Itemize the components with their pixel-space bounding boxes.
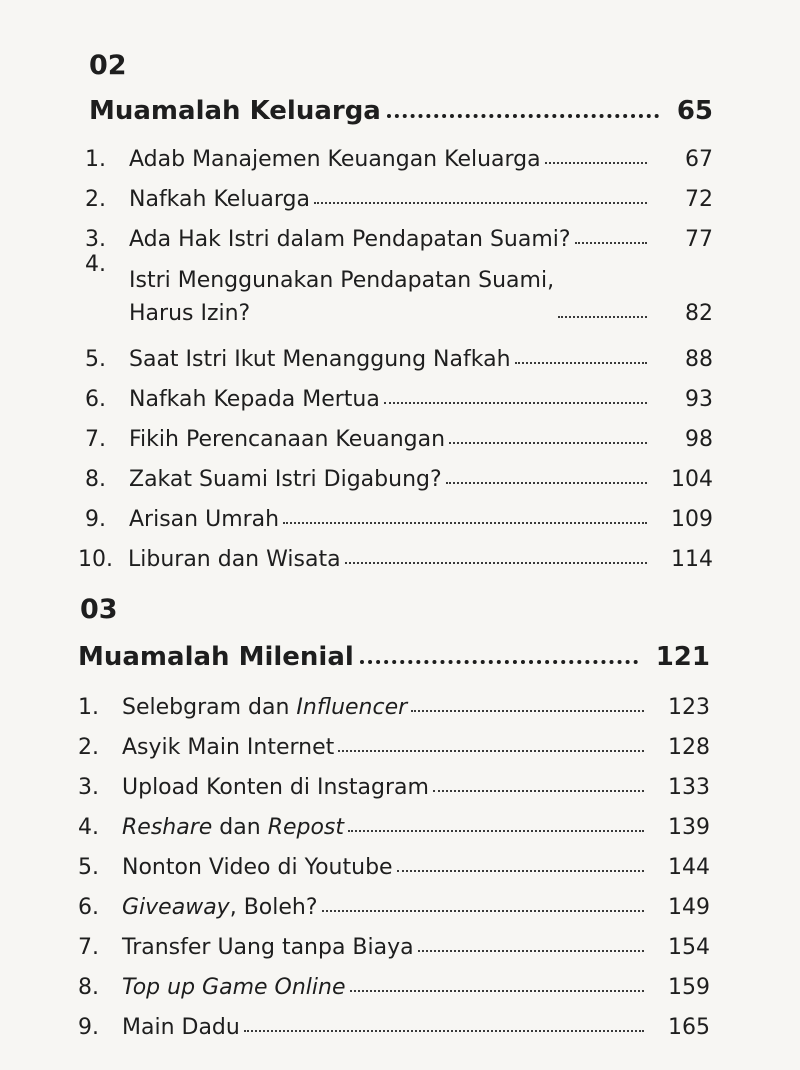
entry-number: 4. bbox=[78, 815, 99, 840]
entry-number: 5. bbox=[78, 855, 99, 880]
entry-title-block bbox=[129, 268, 554, 326]
entry-number: 4. bbox=[85, 252, 106, 277]
entry-number: 6. bbox=[78, 895, 99, 920]
entry-title-italic: Influencer bbox=[296, 695, 408, 720]
entry-title-italic: Reshare bbox=[122, 815, 213, 840]
entry-page-number: 149 bbox=[668, 895, 710, 920]
entry-number: 3. bbox=[85, 227, 106, 252]
dot-leader bbox=[545, 162, 647, 164]
entry-number: 2. bbox=[85, 187, 106, 212]
list-item[interactable] bbox=[78, 680, 710, 720]
entry-number: 8. bbox=[78, 975, 99, 1000]
list-item[interactable] bbox=[85, 492, 713, 532]
entry-number: 1. bbox=[85, 147, 106, 172]
dot-leader bbox=[575, 242, 647, 244]
entry-title: Fikih Perencanaan Keuangan bbox=[129, 427, 446, 452]
entry-page-number: 77 bbox=[685, 227, 713, 252]
entry-page-number: 123 bbox=[668, 695, 710, 720]
entry-number: 7. bbox=[85, 427, 106, 452]
list-item[interactable] bbox=[78, 1000, 710, 1040]
dot-leader bbox=[397, 870, 644, 872]
list-item[interactable] bbox=[78, 880, 710, 920]
entry-title: Nafkah Keluarga bbox=[129, 187, 310, 212]
entry-page-number: 67 bbox=[685, 147, 713, 172]
entry-number: 1. bbox=[78, 695, 99, 720]
list-item[interactable] bbox=[78, 840, 710, 880]
entry-page-number: 144 bbox=[668, 855, 710, 880]
entry-number: 10. bbox=[78, 547, 113, 572]
dot-leader bbox=[433, 790, 644, 792]
dot-leader bbox=[350, 990, 645, 992]
chapter-title-row[interactable] bbox=[78, 634, 710, 672]
list-item[interactable] bbox=[78, 720, 710, 760]
entry-title: Liburan dan Wisata bbox=[128, 547, 341, 572]
entry-page-number: 114 bbox=[671, 547, 713, 572]
entry-title: Arisan Umrah bbox=[129, 507, 280, 532]
list-item[interactable] bbox=[85, 172, 713, 212]
dot-leader bbox=[387, 114, 659, 118]
dot-leader bbox=[449, 442, 647, 444]
dot-leader bbox=[338, 750, 644, 752]
entry-number: 5. bbox=[85, 347, 106, 372]
entry-page-number: 165 bbox=[668, 1015, 710, 1040]
entry-title: Zakat Suami Istri Digabung? bbox=[129, 467, 442, 492]
dot-leader bbox=[411, 710, 644, 712]
entry-page-number: 139 bbox=[668, 815, 710, 840]
entry-title: Nafkah Kepada Mertua bbox=[129, 387, 380, 412]
entry-title-part: dan bbox=[212, 815, 268, 840]
entry-page-number: 93 bbox=[685, 387, 713, 412]
entry-number: 8. bbox=[85, 467, 106, 492]
chapter-number: 03 bbox=[80, 594, 118, 625]
chapter-title: Muamalah Milenial bbox=[78, 642, 354, 672]
list-item[interactable] bbox=[85, 212, 713, 252]
entry-page-number: 128 bbox=[668, 735, 710, 760]
list-item[interactable] bbox=[78, 800, 710, 840]
entry-title: Main Dadu bbox=[122, 1015, 240, 1040]
entry-number: 9. bbox=[78, 1015, 99, 1040]
chapter-page-number: 121 bbox=[655, 642, 710, 672]
entry-page-number: 82 bbox=[685, 301, 713, 326]
list-item[interactable] bbox=[85, 372, 713, 412]
entry-title: Transfer Uang tanpa Biaya bbox=[122, 935, 414, 960]
dot-leader bbox=[384, 402, 647, 404]
entry-title: Istri Menggunakan Pendapatan Suami, bbox=[129, 268, 555, 293]
dot-leader bbox=[345, 562, 647, 564]
list-item[interactable] bbox=[85, 252, 713, 326]
dot-leader bbox=[360, 660, 638, 664]
entry-title: Saat Istri Ikut Menanggung Nafkah bbox=[129, 347, 511, 372]
entry-title-italic: Giveaway bbox=[122, 895, 230, 920]
dot-leader bbox=[515, 362, 647, 364]
entry-number: 6. bbox=[85, 387, 106, 412]
entry-title bbox=[122, 895, 318, 920]
list-item[interactable] bbox=[78, 760, 710, 800]
entry-number: 9. bbox=[85, 507, 106, 532]
entry-title: Nonton Video di Youtube bbox=[122, 855, 393, 880]
entry-title: Upload Konten di Instagram bbox=[122, 775, 429, 800]
entry-page-number: 72 bbox=[685, 187, 713, 212]
entry-number: 7. bbox=[78, 935, 99, 960]
entry-title-continued: Harus Izin? bbox=[129, 301, 251, 326]
entry-number: 2. bbox=[78, 735, 99, 760]
chapter-number: 02 bbox=[89, 50, 127, 81]
dot-leader bbox=[558, 316, 647, 318]
entry-title-italic: Repost bbox=[267, 815, 345, 840]
entry-page-number: 104 bbox=[671, 467, 713, 492]
list-item[interactable] bbox=[85, 452, 713, 492]
entry-title: Adab Manajemen Keuangan Keluarga bbox=[129, 147, 541, 172]
entry-page-number: 88 bbox=[685, 347, 713, 372]
list-item[interactable] bbox=[78, 960, 710, 1000]
entry-title: Top up Game Online bbox=[122, 975, 346, 1000]
dot-leader bbox=[244, 1030, 644, 1032]
entry-page-number: 109 bbox=[671, 507, 713, 532]
chapter-title-row[interactable] bbox=[89, 88, 713, 126]
dot-leader bbox=[283, 522, 647, 524]
chapter-title: Muamalah Keluarga bbox=[89, 96, 381, 126]
entry-page-number: 133 bbox=[668, 775, 710, 800]
entry-page-number: 159 bbox=[668, 975, 710, 1000]
entry-title bbox=[122, 695, 407, 720]
dot-leader bbox=[314, 202, 647, 204]
entry-title: Asyik Main Internet bbox=[122, 735, 335, 760]
list-item[interactable] bbox=[85, 332, 713, 372]
chapter-page-number: 65 bbox=[676, 96, 713, 126]
entry-title bbox=[122, 815, 344, 840]
entry-title-part: , Boleh? bbox=[229, 895, 318, 920]
entry-number: 3. bbox=[78, 775, 99, 800]
list-item[interactable] bbox=[85, 412, 713, 452]
dot-leader bbox=[418, 950, 644, 952]
list-item[interactable] bbox=[78, 920, 710, 960]
dot-leader bbox=[322, 910, 644, 912]
list-item[interactable] bbox=[78, 532, 713, 572]
list-item[interactable] bbox=[85, 132, 713, 172]
entry-title: Ada Hak Istri dalam Pendapatan Suami? bbox=[129, 227, 571, 252]
dot-leader bbox=[348, 830, 644, 832]
dot-leader bbox=[446, 482, 647, 484]
entry-page-number: 98 bbox=[685, 427, 713, 452]
entry-page-number: 154 bbox=[668, 935, 710, 960]
entry-title-part: Selebgram dan bbox=[122, 695, 297, 720]
